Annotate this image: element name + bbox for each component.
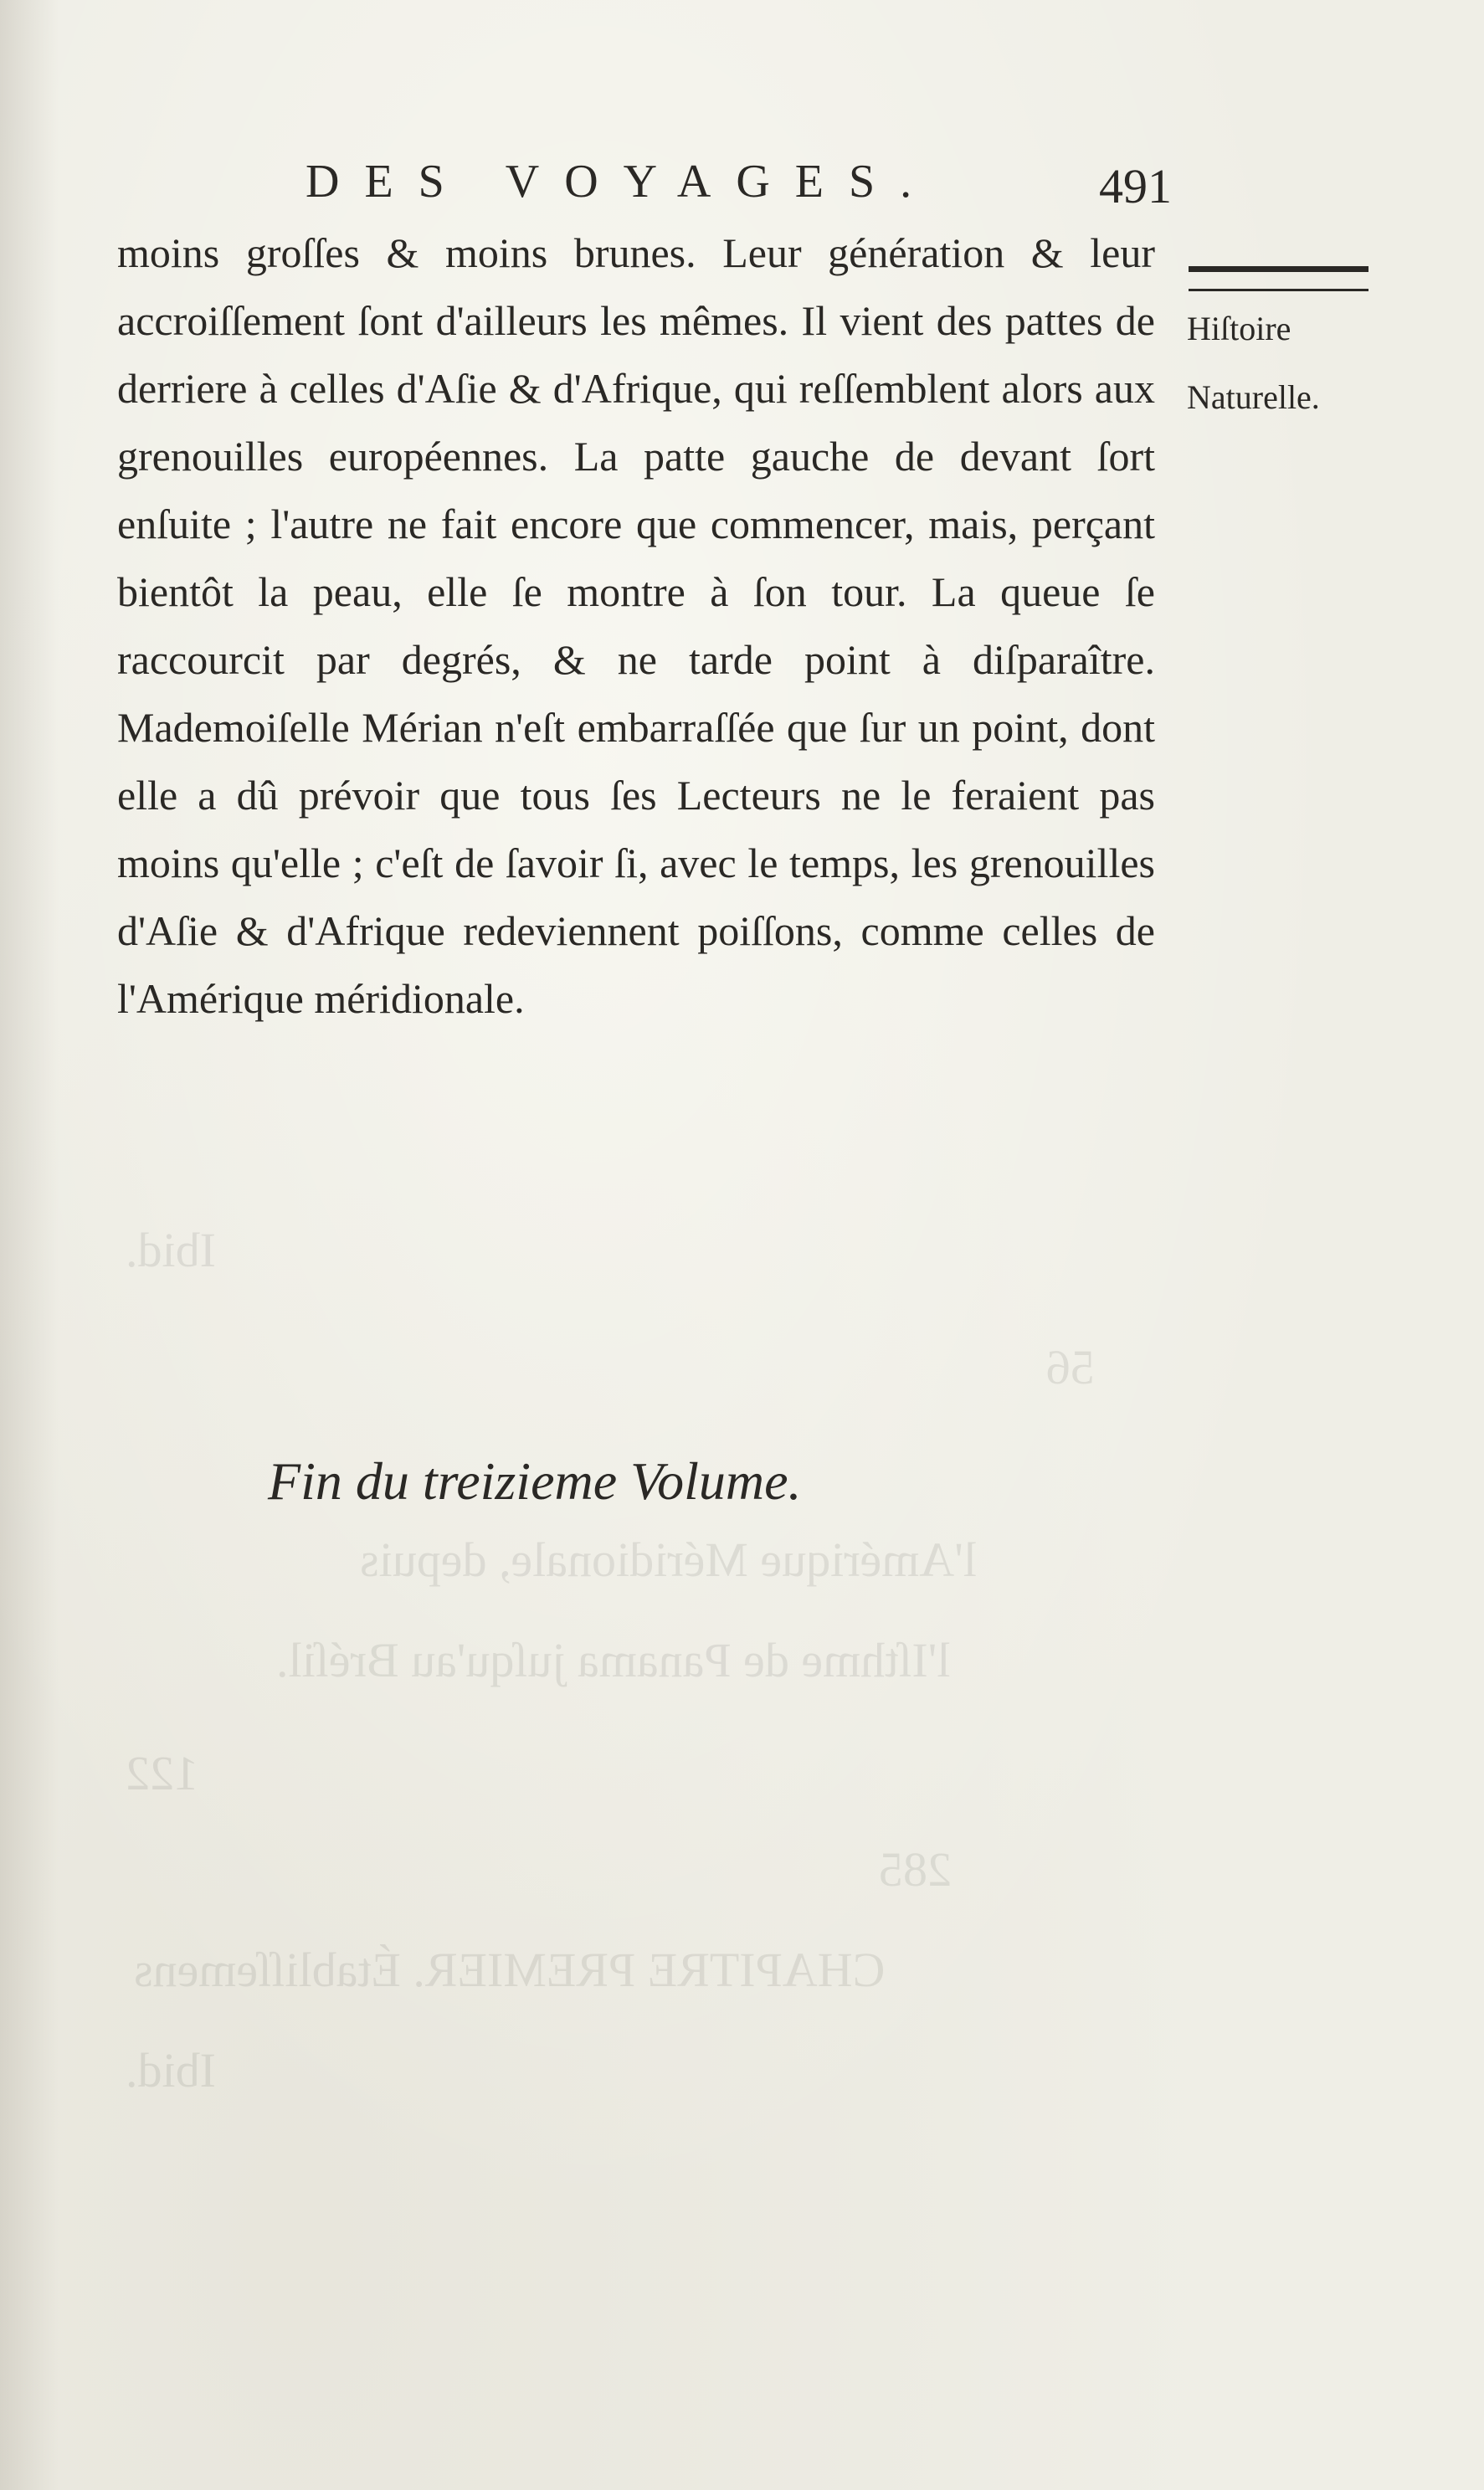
show-through-text: l'Iſthme de Panama juſqu'au Bréſil. bbox=[276, 1633, 951, 1687]
show-through-text: 122 bbox=[126, 1746, 198, 1800]
margin-note: Hiſtoire Naturelle. bbox=[1187, 310, 1320, 416]
margin-rule bbox=[1189, 266, 1368, 291]
volume-colophon: Fin du treizieme Volume. bbox=[268, 1451, 802, 1511]
show-through-text: 285 bbox=[879, 1842, 952, 1897]
show-through-text: Ibid. bbox=[126, 1223, 216, 1277]
show-through-text: CHAPITRE PREMIER. Établiſſemens bbox=[134, 1943, 886, 1997]
show-through-text: 56 bbox=[1046, 1340, 1095, 1394]
show-through-text: l'Amérique Méridionale, depuis bbox=[360, 1533, 977, 1587]
body-paragraph: moins groſſes & moins brunes. Leur génération & leur accroiſſement ſont d'ailleurs les mêmes. Il vient des pattes de derriere à celles d'Aſie & d'Afrique, qui reſſemblent alors aux grenouilles européennes. La patte gauche de devant ſort enſuite ; l'autre ne fait encore que commencer, mais, perçant bientôt la peau, elle ſe montre à ſon tour. La queue ſe raccourcit par degrés, & ne tarde point à diſparaître. Mademoiſelle Mérian n'eſt embarraſſée que ſur un point, dont elle a dû prévoir que tous ſes Lecteurs ne le feraient pas moins qu'elle ; c'eſt de ſavoir ſi, avec le temps, les grenouilles d'Aſie & d'Afrique redeviennent poiſſons, comme celles de l'Amérique méridionale. bbox=[117, 229, 1155, 1022]
running-head bbox=[306, 152, 1172, 211]
page-number: 491 bbox=[1099, 159, 1172, 213]
show-through-text: Ibid. bbox=[126, 2043, 216, 2097]
running-head-title: DES VOYAGES. bbox=[306, 156, 937, 208]
